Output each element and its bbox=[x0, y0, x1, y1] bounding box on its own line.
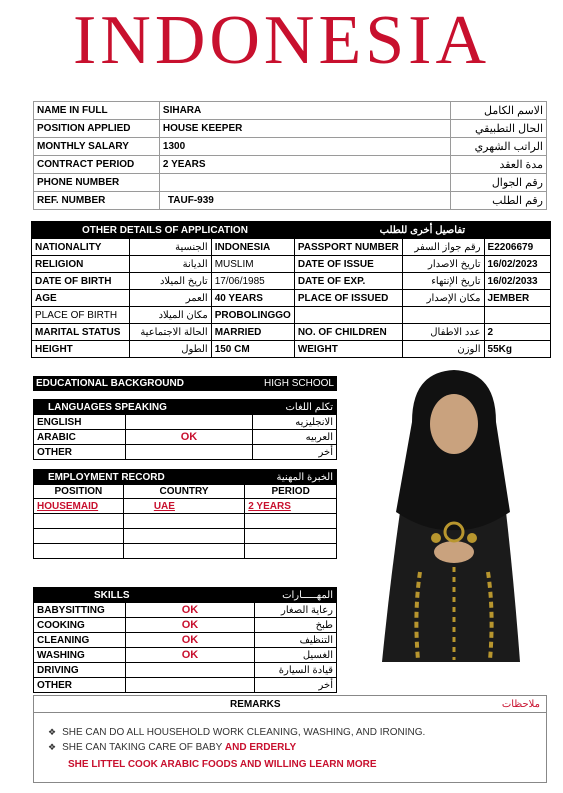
field-label-arabic: الحالة الاجتماعية bbox=[129, 324, 211, 341]
page-title: INDONESIA bbox=[72, 2, 491, 79]
remark-item bbox=[48, 742, 296, 753]
table-row bbox=[34, 648, 337, 663]
field-label-arabic: الوزن bbox=[402, 341, 484, 358]
field-label-arabic: تاريخ الميلاد bbox=[129, 273, 211, 290]
employment-period bbox=[245, 514, 337, 529]
section-title: SKILLS bbox=[34, 588, 255, 603]
remark-item bbox=[48, 727, 425, 738]
language-label-arabic: أخر bbox=[253, 445, 337, 460]
field-label-arabic: مدة العقد bbox=[451, 156, 547, 174]
section-title-arabic: المهـــــارات bbox=[255, 588, 337, 603]
language-value bbox=[125, 415, 252, 430]
language-label-arabic: الانجليزيه bbox=[253, 415, 337, 430]
personal-info-table bbox=[33, 101, 547, 210]
section-title: LANGUAGES SPEAKING bbox=[34, 400, 253, 415]
field-label: AGE bbox=[32, 290, 130, 307]
field-value: 1300 bbox=[159, 138, 450, 156]
table-row bbox=[34, 445, 337, 460]
field-label-arabic: الاسم الكامل bbox=[451, 102, 547, 120]
table-row bbox=[34, 633, 337, 648]
field-label: POSITION APPLIED bbox=[34, 120, 160, 138]
field-label-arabic: مكان الميلاد bbox=[129, 307, 211, 324]
column-headers bbox=[34, 485, 337, 499]
field-value: MARRIED bbox=[211, 324, 294, 341]
other-details-table bbox=[31, 221, 551, 358]
employment-period bbox=[245, 529, 337, 544]
field-value: SIHARA bbox=[159, 102, 450, 120]
field-label: RELIGION bbox=[32, 256, 130, 273]
field-label: NATIONALITY bbox=[32, 239, 130, 256]
table-row bbox=[32, 239, 551, 256]
table-row bbox=[34, 120, 547, 138]
skill-label: COOKING bbox=[34, 618, 126, 633]
field-value: 55Kg bbox=[484, 341, 550, 358]
remarks-title: REMARKS bbox=[230, 699, 281, 710]
table-row bbox=[34, 138, 547, 156]
field-value: MUSLIM bbox=[211, 256, 294, 273]
employment-country bbox=[123, 544, 244, 559]
skill-label: BABYSITTING bbox=[34, 603, 126, 618]
section-title: OTHER DETAILS OF APPLICATION bbox=[32, 222, 295, 239]
field-value bbox=[484, 307, 550, 324]
section-header bbox=[32, 222, 551, 239]
field-label: MARITAL STATUS bbox=[32, 324, 130, 341]
table-row bbox=[34, 544, 337, 559]
table-row bbox=[34, 603, 337, 618]
education-bar bbox=[33, 376, 337, 391]
skill-value bbox=[125, 663, 254, 678]
field-label: HEIGHT bbox=[32, 341, 130, 358]
table-row bbox=[34, 102, 547, 120]
language-label-arabic: العربيه bbox=[253, 430, 337, 445]
table-row bbox=[34, 192, 547, 210]
field-label: MONTHLY SALARY bbox=[34, 138, 160, 156]
skill-label-arabic: التنظيف bbox=[255, 633, 337, 648]
field-label: REF. NUMBER bbox=[34, 192, 160, 210]
section-title-arabic: تكلم اللغات bbox=[253, 400, 337, 415]
table-row bbox=[34, 415, 337, 430]
field-value: INDONESIA bbox=[211, 239, 294, 256]
applicant-photo bbox=[360, 362, 547, 676]
field-value bbox=[159, 174, 450, 192]
skill-label-arabic: طبخ bbox=[255, 618, 337, 633]
field-label-arabic: عدد الاطفال bbox=[402, 324, 484, 341]
field-label: WEIGHT bbox=[294, 341, 402, 358]
field-label-arabic: رقم جواز السفر bbox=[402, 239, 484, 256]
field-label-arabic: تاريخ الاصدار bbox=[402, 256, 484, 273]
column-header: COUNTRY bbox=[123, 485, 244, 499]
skill-label: OTHER bbox=[34, 678, 126, 693]
languages-table bbox=[33, 399, 337, 460]
bullet-diamond-icon: ❖ bbox=[48, 727, 57, 737]
employment-position bbox=[34, 514, 124, 529]
section-header bbox=[34, 588, 337, 603]
section-header bbox=[34, 400, 337, 415]
bullet-diamond-icon: ❖ bbox=[48, 742, 57, 752]
table-row bbox=[34, 678, 337, 693]
skill-label-arabic: رعاية الصغار bbox=[255, 603, 337, 618]
section-header bbox=[34, 470, 337, 485]
remarks-title-arabic: ملاحظات bbox=[501, 699, 540, 710]
field-label-arabic: تاريخ الإنتهاء bbox=[402, 273, 484, 290]
field-label-arabic: مكان الإصدار bbox=[402, 290, 484, 307]
field-label-arabic: الراتب الشهري bbox=[451, 138, 547, 156]
remark-text: SHE CAN DO ALL HOUSEHOLD WORK CLEANING, WASHING, AND IRONING. bbox=[62, 727, 426, 738]
remark-text-highlight: AND ERDERLY bbox=[224, 742, 297, 753]
section-title-arabic: تفاصيل أخرى للطلب bbox=[294, 222, 550, 239]
field-value: 2 bbox=[484, 324, 550, 341]
skill-value: OK bbox=[125, 633, 254, 648]
language-value bbox=[125, 445, 252, 460]
employment-period bbox=[245, 544, 337, 559]
employment-period: 2 YEARS bbox=[245, 499, 337, 514]
field-label-arabic: الجنسية bbox=[129, 239, 211, 256]
table-row bbox=[32, 273, 551, 290]
skill-label: DRIVING bbox=[34, 663, 126, 678]
skills-table bbox=[33, 587, 337, 693]
remarks-header bbox=[34, 696, 546, 713]
employment-country bbox=[123, 529, 244, 544]
field-label-arabic: الديانة bbox=[129, 256, 211, 273]
table-row bbox=[32, 341, 551, 358]
section-title: EMPLOYMENT RECORD bbox=[34, 470, 245, 485]
employment-country: UAE bbox=[123, 499, 244, 514]
field-label: DATE OF BIRTH bbox=[32, 273, 130, 290]
education-label: EDUCATIONAL BACKGROUND bbox=[36, 378, 184, 389]
skill-value: OK bbox=[125, 648, 254, 663]
field-value: 2 YEARS bbox=[159, 156, 450, 174]
skill-value bbox=[125, 678, 254, 693]
field-value: 150 CM bbox=[211, 341, 294, 358]
field-label-arabic: الطول bbox=[129, 341, 211, 358]
field-value: 16/02/2033 bbox=[484, 273, 550, 290]
field-label: PHONE NUMBER bbox=[34, 174, 160, 192]
field-label-arabic: رقم الطلب bbox=[451, 192, 547, 210]
language-label: ARABIC bbox=[34, 430, 126, 445]
field-label: NO. OF CHILDREN bbox=[294, 324, 402, 341]
field-value: 40 YEARS bbox=[211, 290, 294, 307]
table-row bbox=[32, 307, 551, 324]
table-row bbox=[34, 618, 337, 633]
field-value: 16/02/2023 bbox=[484, 256, 550, 273]
table-row bbox=[32, 256, 551, 273]
field-label: PASSPORT NUMBER bbox=[294, 239, 402, 256]
skill-label: WASHING bbox=[34, 648, 126, 663]
field-label: DATE OF ISSUE bbox=[294, 256, 402, 273]
table-row bbox=[34, 514, 337, 529]
table-row bbox=[34, 499, 337, 514]
field-label-arabic: الحال التطبيقي bbox=[451, 120, 547, 138]
column-header: POSITION bbox=[34, 485, 124, 499]
education-value: HIGH SCHOOL bbox=[263, 378, 334, 389]
field-value: JEMBER bbox=[484, 290, 550, 307]
field-label: PLACE OF BIRTH bbox=[32, 307, 130, 324]
field-label-arabic bbox=[402, 307, 484, 324]
language-label: ENGLISH bbox=[34, 415, 126, 430]
remarks-box bbox=[33, 695, 547, 783]
section-title-arabic: الخبرة المهنية bbox=[245, 470, 337, 485]
field-value: 17/06/1985 bbox=[211, 273, 294, 290]
employment-position: HOUSEMAID bbox=[34, 499, 124, 514]
skill-value: OK bbox=[125, 618, 254, 633]
field-value: HOUSE KEEPER bbox=[159, 120, 450, 138]
field-value: E2206679 bbox=[484, 239, 550, 256]
field-label: DATE OF EXP. bbox=[294, 273, 402, 290]
employment-position bbox=[34, 544, 124, 559]
table-row bbox=[34, 663, 337, 678]
field-label: PLACE OF ISSUED bbox=[294, 290, 402, 307]
column-header: PERIOD bbox=[245, 485, 337, 499]
field-label-arabic: العمر bbox=[129, 290, 211, 307]
remark-text-highlight: SHE LITTEL COOK ARABIC FOODS AND WILLING LEARN MORE bbox=[68, 759, 377, 770]
language-label: OTHER bbox=[34, 445, 126, 460]
table-row bbox=[34, 156, 547, 174]
field-label: CONTRACT PERIOD bbox=[34, 156, 160, 174]
field-label: NAME IN FULL bbox=[34, 102, 160, 120]
table-row bbox=[32, 290, 551, 307]
employment-country bbox=[123, 514, 244, 529]
remark-text: SHE CAN TAKING CARE OF BABY bbox=[62, 742, 223, 753]
field-value: PROBOLINGGO bbox=[211, 307, 294, 324]
skill-label: CLEANING bbox=[34, 633, 126, 648]
table-row bbox=[34, 529, 337, 544]
employment-table bbox=[33, 469, 337, 559]
table-row bbox=[34, 430, 337, 445]
table-row bbox=[34, 174, 547, 192]
skill-label-arabic: أخر bbox=[255, 678, 337, 693]
field-label-arabic: رقم الجوال bbox=[451, 174, 547, 192]
language-value: OK bbox=[125, 430, 252, 445]
employment-position bbox=[34, 529, 124, 544]
skill-value: OK bbox=[125, 603, 254, 618]
table-row bbox=[32, 324, 551, 341]
applicant-figure bbox=[360, 362, 547, 676]
field-label bbox=[294, 307, 402, 324]
skill-label-arabic: قيادة السيارة bbox=[255, 663, 337, 678]
skill-label-arabic: الغسيل bbox=[255, 648, 337, 663]
ref-number-value: TAUF-939 bbox=[159, 192, 450, 210]
